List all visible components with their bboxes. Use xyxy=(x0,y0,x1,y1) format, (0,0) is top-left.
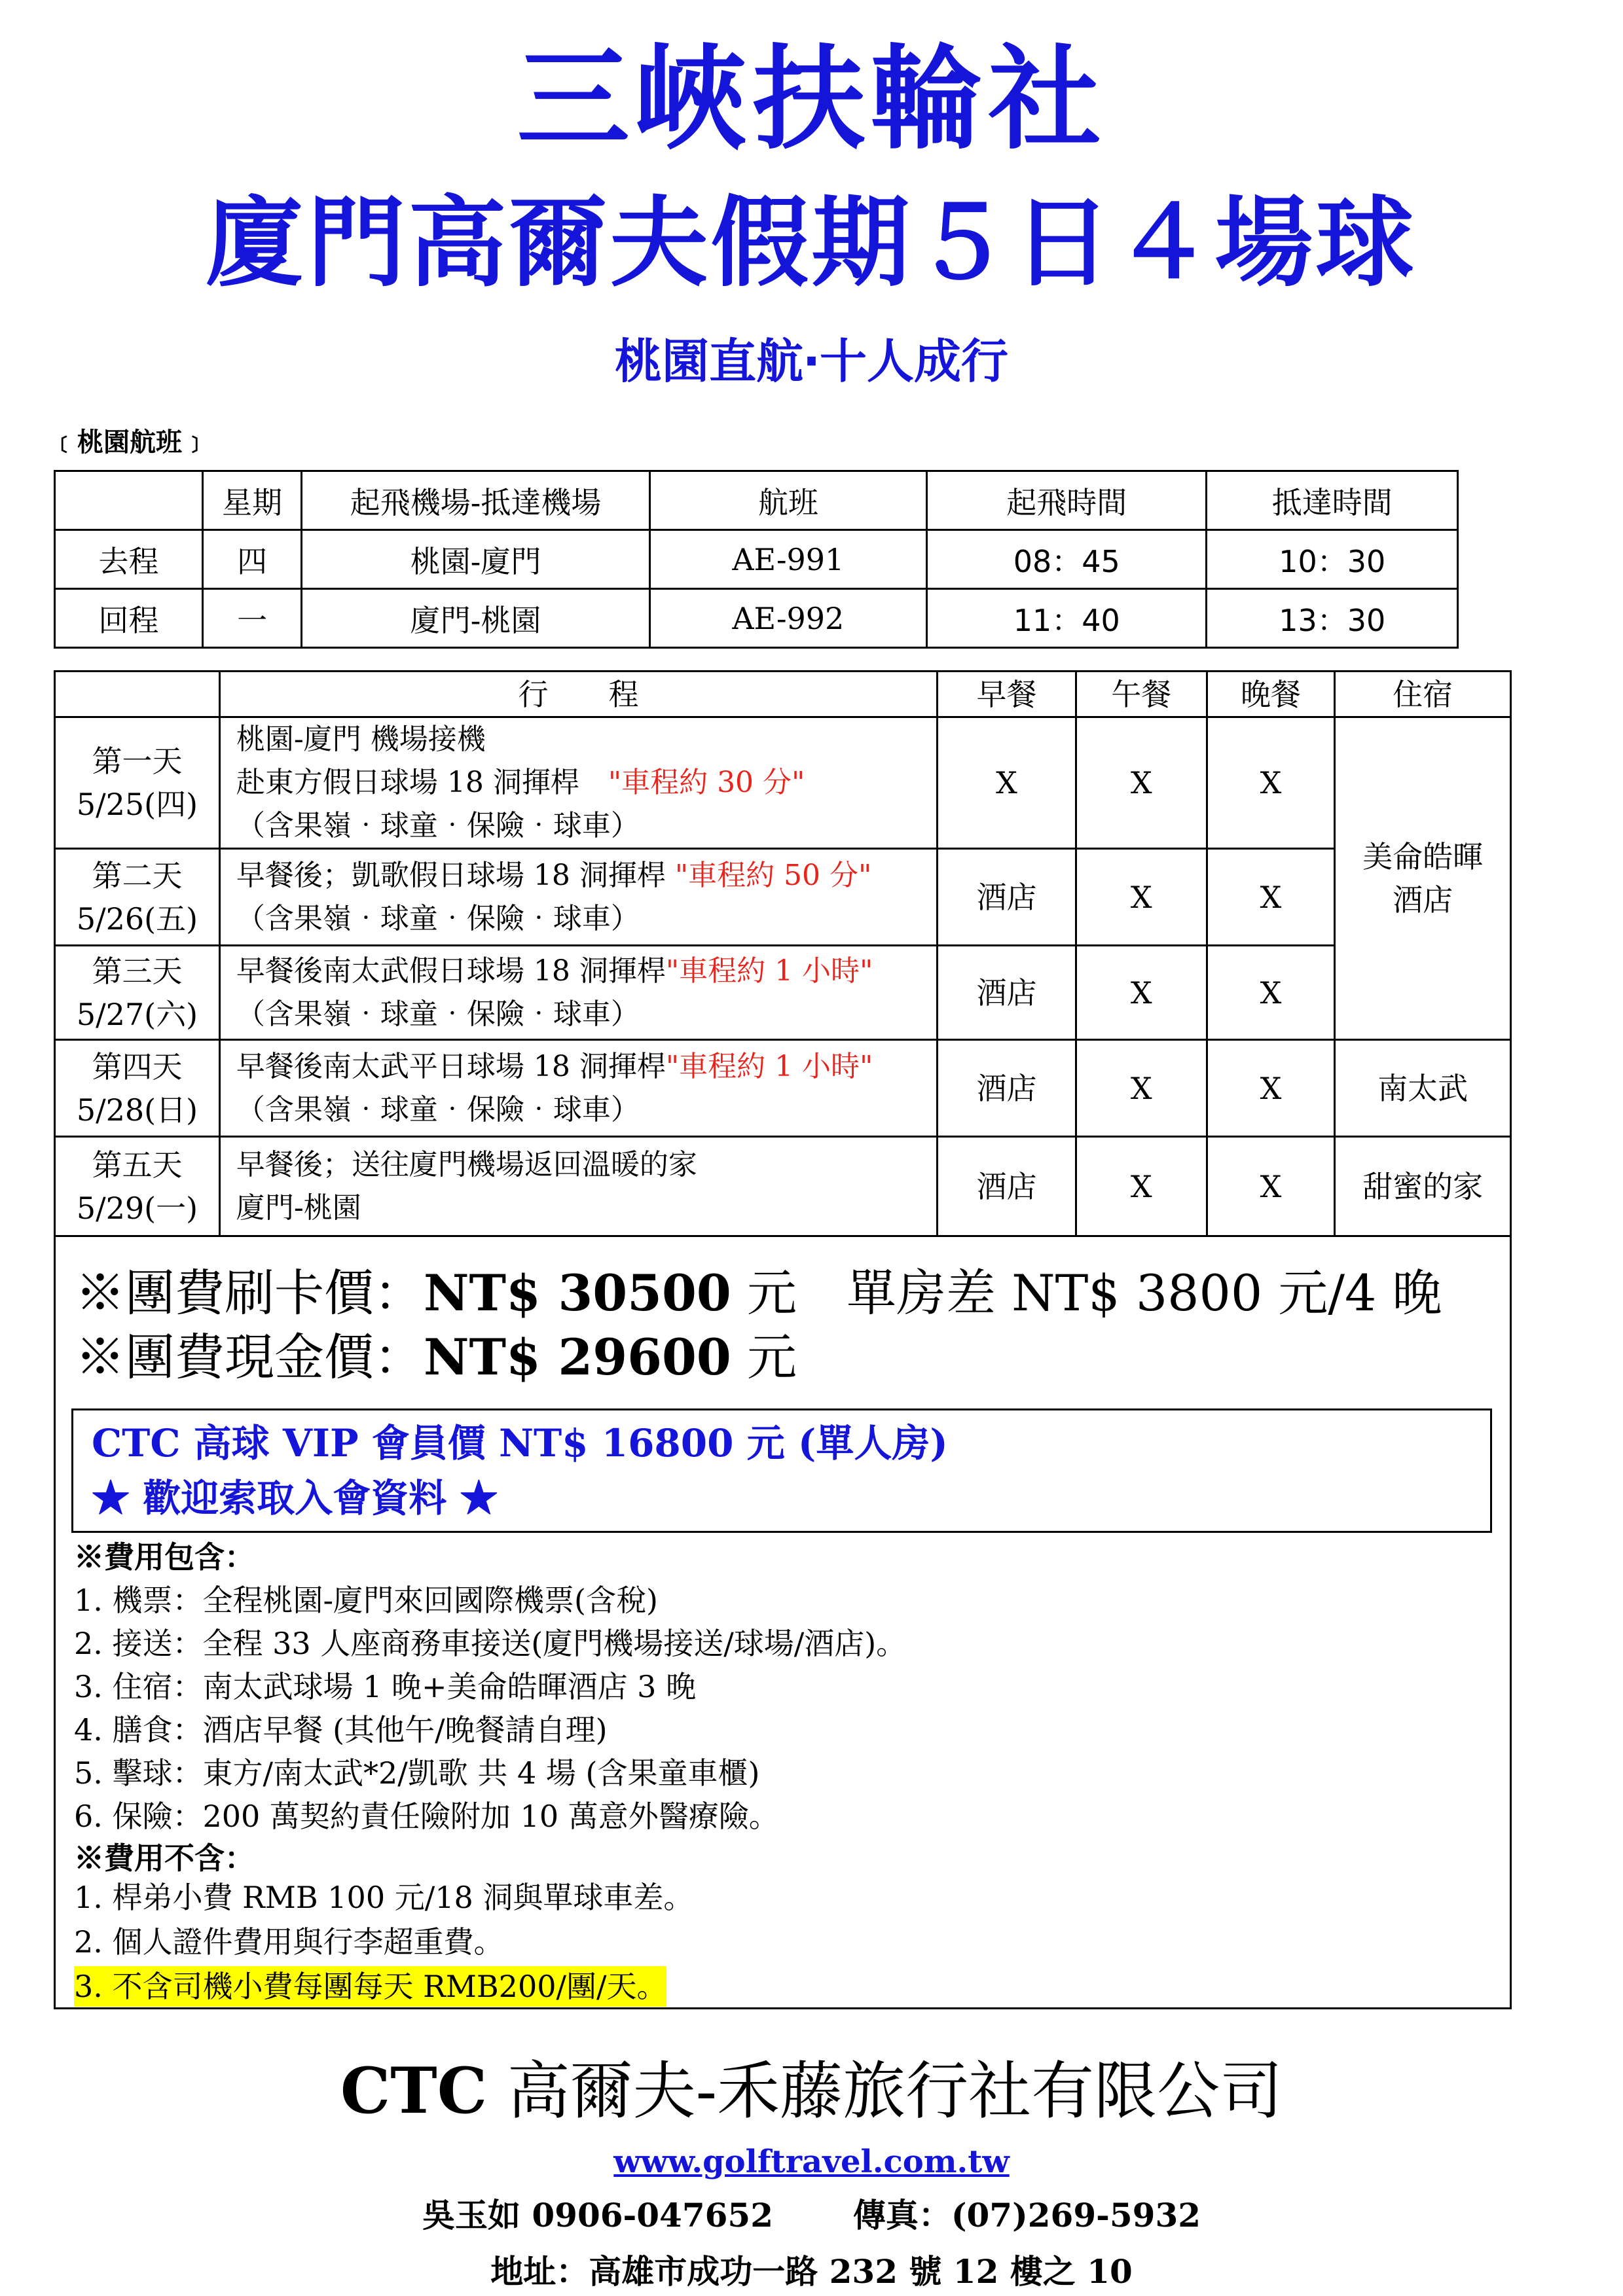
flight-col-leg xyxy=(55,471,203,530)
includes-item: 2. 接送：全程 33 人座商務車接送(廈門機場接送/球場/酒店)。 xyxy=(74,1626,907,1661)
hotel-name: 美侖皓暉 xyxy=(1362,839,1484,874)
itinerary-col-lunch: 午餐 xyxy=(1076,672,1207,717)
drive-time: "車程約 1 小時" xyxy=(665,954,873,988)
breakfast-cell: 酒店 xyxy=(938,946,1076,1040)
day-label xyxy=(55,1040,220,1137)
dinner-cell: X xyxy=(1207,1040,1335,1137)
itinerary-day-5 xyxy=(55,1137,1511,1236)
schedule-line xyxy=(236,854,936,897)
day-date: 5/28(日) xyxy=(76,1092,198,1128)
day-schedule xyxy=(219,717,937,849)
itinerary-day-4 xyxy=(55,1040,1511,1137)
flight-arrive-time: 13：30 xyxy=(1207,589,1458,648)
flight-weekday: 四 xyxy=(202,530,302,589)
itinerary-col-hotel: 住宿 xyxy=(1335,672,1511,717)
company-suffix: 高爾夫-禾藤旅行社有限公司 xyxy=(487,2054,1283,2128)
includes-item: 6. 保險：200 萬契約責任險附加 10 萬意外醫療險。 xyxy=(74,1799,779,1834)
schedule-line xyxy=(236,1045,936,1088)
includes-item: 4. 膳食：酒店早餐 (其他午/晚餐請自理) xyxy=(74,1712,608,1748)
dinner-cell: X xyxy=(1207,717,1335,849)
vip-membership-note: ★ 歡迎索取入會資料 ★ xyxy=(92,1476,498,1520)
flight-arrive-time: 10：30 xyxy=(1207,530,1458,589)
flight-section-heading: ﹝桃園航班﹞ xyxy=(51,427,208,457)
day-schedule xyxy=(219,849,937,946)
schedule-line: 早餐後；送往廈門機場返回溫暖的家 xyxy=(236,1147,697,1181)
itinerary-day-1 xyxy=(55,717,1511,849)
flight-header-row xyxy=(55,471,1458,530)
day-label xyxy=(55,717,220,849)
day-date: 5/25(四) xyxy=(76,787,198,822)
schedule-text: 赴東方假日球場 18 洞揮桿 xyxy=(236,766,608,799)
single-supplement: 單房差 NT$ 3800 元/4 晚 xyxy=(846,1264,1442,1322)
schedule-line xyxy=(236,761,936,804)
day-number: 第四天 xyxy=(92,1049,183,1085)
excludes-item-highlighted: 3. 不含司機小費每團每天 RMB200/團/天。 xyxy=(74,1966,666,2007)
flight-route: 桃園-廈門 xyxy=(302,530,649,589)
flight-col-arrive: 抵達時間 xyxy=(1207,471,1458,530)
card-price-label: ※團費刷卡價： xyxy=(75,1264,424,1322)
flight-weekday: 一 xyxy=(202,589,302,648)
dinner-cell: X xyxy=(1207,1137,1335,1236)
flight-depart-time: 11：40 xyxy=(927,589,1207,648)
flight-col-depart: 起飛時間 xyxy=(927,471,1207,530)
flight-number: AE-991 xyxy=(649,530,926,589)
flight-leg: 回程 xyxy=(55,589,203,648)
itinerary-table xyxy=(54,670,1512,1237)
day-date: 5/26(五) xyxy=(76,901,198,937)
lunch-cell: X xyxy=(1076,1137,1207,1236)
flight-depart-time: 08：45 xyxy=(927,530,1207,589)
includes-item: 3. 住宿：南太武球場 1 晚+美侖皓暉酒店 3 晚 xyxy=(74,1669,697,1704)
day-number: 第三天 xyxy=(92,953,183,989)
breakfast-cell: 酒店 xyxy=(938,1040,1076,1137)
website-link[interactable]: www.golftravel.com.tw xyxy=(613,2144,1010,2180)
hotel-name-suffix: 酒店 xyxy=(1393,882,1453,918)
day-schedule xyxy=(219,946,937,1040)
excludes-heading: ※費用不含： xyxy=(74,1840,255,1876)
contact-info: 吳玉如 0906-047652 傳真：(07)269-5932 xyxy=(422,2196,1201,2234)
card-price-line xyxy=(75,1262,1442,1325)
day-date: 5/29(一) xyxy=(76,1190,198,1226)
drive-time: "車程約 50 分" xyxy=(674,858,872,892)
day-date: 5/27(六) xyxy=(76,996,198,1032)
lunch-cell: X xyxy=(1076,946,1207,1040)
drive-time: "車程約 30 分" xyxy=(608,766,805,799)
day-schedule xyxy=(219,1040,937,1137)
cash-price-amount: NT$ 29600 xyxy=(424,1328,731,1386)
drive-time: "車程約 1 小時" xyxy=(665,1049,873,1083)
schedule-line: （含果嶺‧球童‧保險‧球車） xyxy=(236,1092,640,1126)
vip-box xyxy=(71,1408,1492,1533)
vip-price: CTC 高球 VIP 會員價 NT$ 16800 元 (單人房) xyxy=(92,1421,948,1465)
lunch-cell: X xyxy=(1076,1040,1207,1137)
flight-col-flight: 航班 xyxy=(649,471,926,530)
day-number: 第二天 xyxy=(92,857,183,893)
trip-subtitle: 桃園直航‧十人成行 xyxy=(614,334,1009,389)
flight-row-outbound xyxy=(55,530,1458,589)
card-price-amount: NT$ 30500 xyxy=(424,1264,731,1322)
schedule-line: 桃園-廈門 機場接機 xyxy=(236,723,486,756)
flight-col-route: 起飛機場-抵達機場 xyxy=(302,471,649,530)
itinerary-day-2 xyxy=(55,849,1511,946)
schedule-line: （含果嶺‧球童‧保險‧球車） xyxy=(236,997,640,1031)
schedule-line: 廈門-桃園 xyxy=(236,1191,361,1225)
includes-heading: ※費用包含： xyxy=(74,1539,255,1575)
hotel-cell-merged xyxy=(1335,717,1511,1040)
flight-col-weekday: 星期 xyxy=(202,471,302,530)
dinner-cell: X xyxy=(1207,946,1335,1040)
flight-number: AE-992 xyxy=(649,589,926,648)
lunch-cell: X xyxy=(1076,717,1207,849)
schedule-line: （含果嶺‧球童‧保險‧球車） xyxy=(236,809,640,842)
hotel-cell: 南太武 xyxy=(1335,1040,1511,1137)
cash-price-label: ※團費現金價： xyxy=(75,1328,424,1386)
itinerary-day-3 xyxy=(55,946,1511,1040)
trip-title: 廈門高爾夫假期５日４場球 xyxy=(206,187,1417,300)
schedule-text: 早餐後南太武平日球場 18 洞揮桿 xyxy=(236,1049,666,1083)
address: 地址：高雄市成功一路 232 號 12 樓之 10 xyxy=(490,2252,1133,2291)
includes-item: 5. 擊球：東方/南太武*2/凱歌 共 4 場 (含果童車櫃) xyxy=(74,1755,760,1791)
itinerary-col-dinner: 晚餐 xyxy=(1207,672,1335,717)
itinerary-header-row xyxy=(55,672,1511,717)
day-label xyxy=(55,849,220,946)
card-price-unit: 元 xyxy=(731,1264,847,1322)
cash-price-unit: 元 xyxy=(731,1328,797,1386)
day-number: 第一天 xyxy=(92,744,183,779)
breakfast-cell: 酒店 xyxy=(938,849,1076,946)
flight-row-return xyxy=(55,589,1458,648)
hotel-cell: 甜蜜的家 xyxy=(1335,1137,1511,1236)
flight-table xyxy=(54,470,1459,649)
day-label xyxy=(55,946,220,1040)
breakfast-cell: X xyxy=(938,717,1076,849)
breakfast-cell: 酒店 xyxy=(938,1137,1076,1236)
includes-item: 1. 機票：全程桃園-廈門來回國際機票(含稅) xyxy=(74,1583,658,1618)
excludes-item: 2. 個人證件費用與行李超重費。 xyxy=(74,1924,504,1960)
schedule-line: （含果嶺‧球童‧保險‧球車） xyxy=(236,901,640,935)
flight-route: 廈門-桃園 xyxy=(302,589,649,648)
day-number: 第五天 xyxy=(92,1147,183,1183)
day-label xyxy=(55,1137,220,1236)
schedule-line xyxy=(236,950,936,993)
agency-title: 三峽扶輪社 xyxy=(517,33,1106,165)
cash-price-line xyxy=(75,1326,797,1389)
itinerary-col-schedule: 行 程 xyxy=(219,672,937,717)
lunch-cell: X xyxy=(1076,849,1207,946)
schedule-text: 早餐後南太武假日球場 18 洞揮桿 xyxy=(236,954,666,988)
excludes-item: 1. 桿弟小費 RMB 100 元/18 洞與單球車差。 xyxy=(74,1880,694,1915)
day-schedule xyxy=(219,1137,937,1236)
itinerary-col-breakfast: 早餐 xyxy=(938,672,1076,717)
company-prefix: CTC xyxy=(340,2054,488,2128)
schedule-text: 早餐後；凱歌假日球場 18 洞揮桿 xyxy=(236,858,675,892)
dinner-cell: X xyxy=(1207,849,1335,946)
company-name xyxy=(0,2049,1623,2134)
pricing-info-box xyxy=(54,1233,1512,2009)
flight-leg: 去程 xyxy=(55,530,203,589)
itinerary-col-day xyxy=(55,672,220,717)
